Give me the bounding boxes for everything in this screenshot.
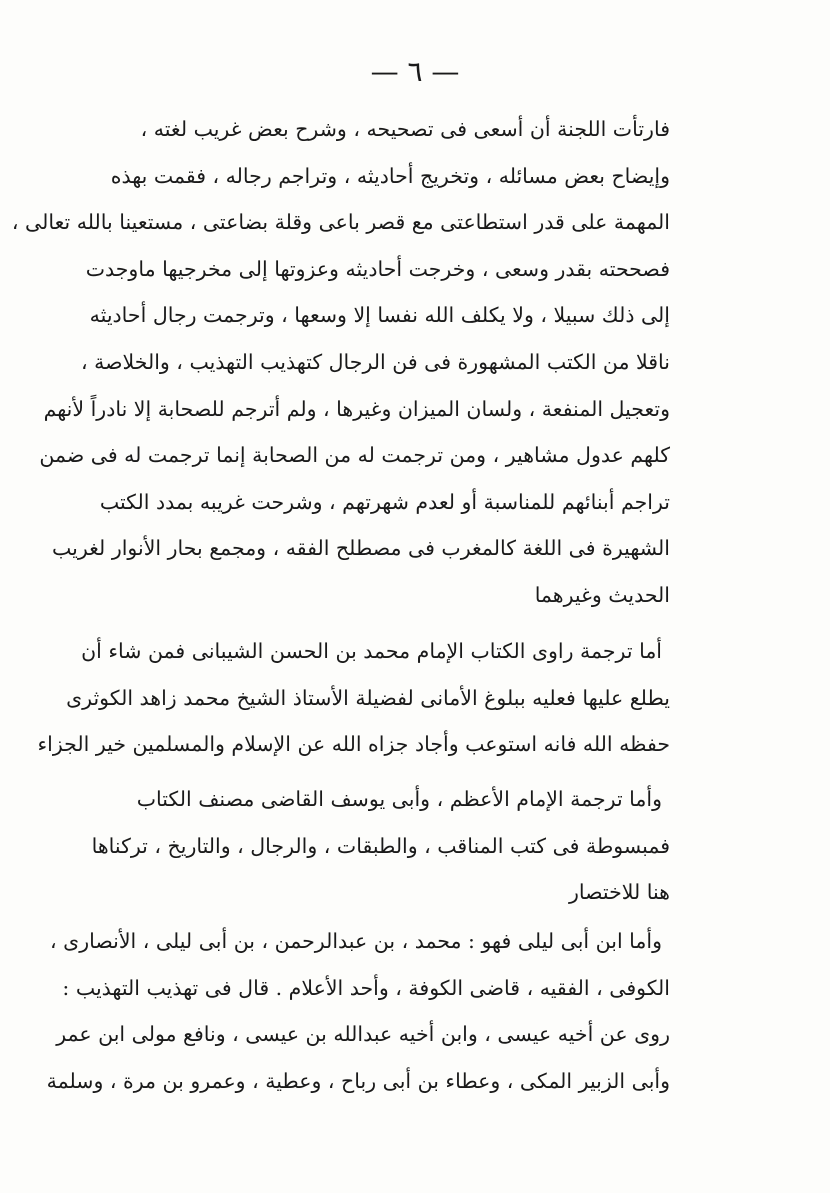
text-line: وتعجيل المنفعة ، ولسان الميزان وغيرها ، ولم أترجم للصحابة إلا نادراً لأنهم [43,396,670,421]
text-line: وأما ترجمة الإمام الأعظم ، وأبى يوسف القاضى مصنف الكتاب [136,787,662,811]
text-line: الكوفى ، الفقيه ، قاضى الكوفة ، وأحد الأعلام . قال فى تهذيب التهذيب : [62,975,670,1000]
text-line: فمبسوطة فى كتب المناقب ، والطبقات ، والرجال ، والتاريخ ، تركناها [91,833,670,858]
page-number: — ٦ — [370,55,460,88]
text-line: ناقلا من الكتب المشهورة فى فن الرجال كتهذيب التهذيب ، والخلاصة ، [80,349,670,374]
paragraph-4 [46,918,670,1104]
text-line: حفظه الله فانه استوعب وأجاد جزاه الله عن الإسلام والمسلمين خير الجزاء [37,732,670,757]
text-line: روى عن أخيه عيسى ، وابن أخيه عبدالله بن عيسى ، ونافع مولى ابن عمر [56,1022,670,1047]
text-line: هنا للاختصار [568,880,670,905]
text-line: الحديث وغيرهما [534,582,670,607]
text-line: إلى ذلك سبيلا ، ولا يكلف الله نفسا إلا وسعها ، وترجمت رجال أحاديثه [89,303,670,328]
text-line: وأما ابن أبى ليلى فهو : محمد ، بن عبدالرحمن ، بن أبى ليلى ، الأنصارى ، [50,929,662,953]
text-line: كلهم عدول مشاهير ، ومن ترجمت له من الصحابة إنما ترجمت له فى ضمن [39,443,670,468]
paragraph-3 [91,776,670,916]
text-line: الشهيرة فى اللغة كالمغرب فى مصطلح الفقه ، ومجمع بحار الأنوار لغريب [52,536,670,561]
paragraph-2 [37,628,670,768]
text-line: المهمة على قدر استطاعتى مع قصر باعى وقلة بضاعتى ، مستعينا بالله تعالى ، [11,210,670,235]
text-line: فصححته بقدر وسعى ، وخرجت أحاديثه وعزوتها إلى مخرجيها ماوجدت [85,256,670,281]
text-line: يطلع عليها فعليه ببلوغ الأمانى لفضيلة الأستاذ الشيخ محمد زاهد الكوثرى [66,685,670,710]
paragraph-1 [11,106,670,619]
text-line: وإيضاح بعض مسائله ، وتخريج أحاديثه ، وتراجم رجاله ، فقمت بهذه [110,163,670,188]
text-line: أما ترجمة راوى الكتاب الإمام محمد بن الحسن الشيبانى فمن شاء أن [81,639,662,663]
text-line: تراجم أبنائهم للمناسبة أو لعدم شهرتهم ، وشرحت غريبه بمدد الكتب [99,489,670,514]
text-line: وأبى الزبير المكى ، وعطاء بن أبى رباح ، وعطية ، وعمرو بن مرة ، وسلمة [46,1068,670,1093]
text-line: فارتأت اللجنة أن أسعى فى تصحيحه ، وشرح بعض غريب لغته ، [140,117,670,141]
